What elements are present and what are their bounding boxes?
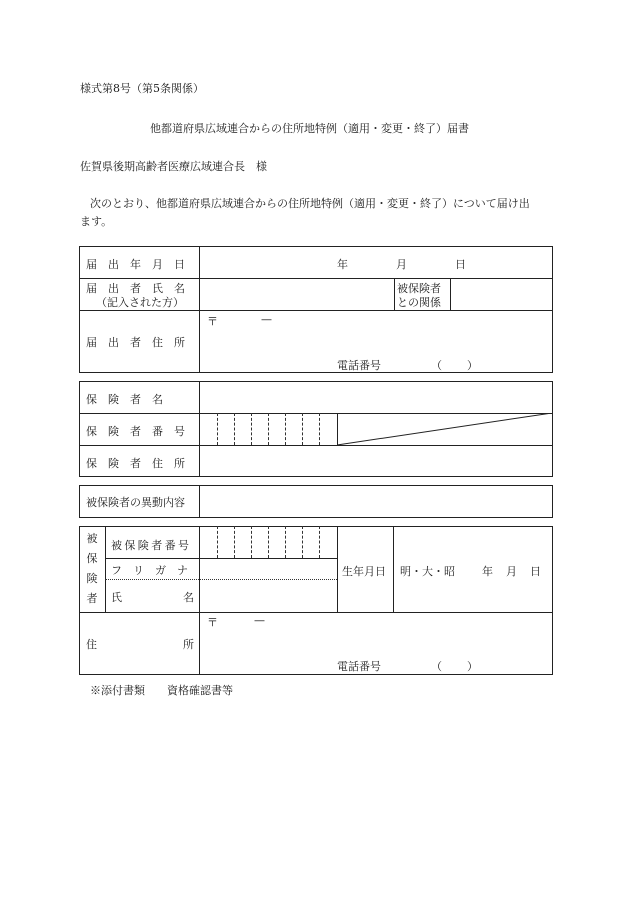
insured-address-label-2: 所 [183, 638, 194, 651]
birth-date-label: 生年月日 [342, 565, 386, 578]
birth-era-options[interactable]: 明・大・昭 [400, 565, 455, 578]
notifier-address-label: 届 出 者 住 所 [86, 336, 185, 349]
notifier-phone-label: 電話番号 [337, 359, 381, 372]
birth-month-label: 月 [506, 565, 517, 578]
intro-text-line1: 次のとおり、他都道府県広域連合からの住所地特例（適用・変更・終了）について届け出 [90, 197, 530, 210]
addressee: 佐賀県後期高齢者医療広域連合長 様 [80, 160, 267, 173]
insurer-number-field[interactable] [201, 415, 335, 443]
notifier-address-field[interactable] [201, 312, 549, 352]
insured-name-label-1: 氏 [111, 591, 122, 604]
notify-month-label: 月 [396, 258, 407, 271]
change-content-field[interactable] [201, 487, 549, 516]
intro-text-line2: ます。 [80, 215, 113, 228]
insured-postal-mark: 〒 [207, 616, 218, 629]
insured-side-char-2: 保 [86, 552, 98, 565]
insured-name-label-2: 名 [183, 591, 194, 604]
insured-side-char-3: 険 [86, 572, 98, 585]
notify-day-label: 日 [455, 258, 466, 271]
insured-number-field[interactable] [201, 528, 335, 556]
birth-year-label: 年 [482, 565, 493, 578]
form-number: 様式第8号（第5条関係） [80, 82, 204, 95]
notifier-postal-mark: 〒 [207, 315, 218, 328]
insured-number-label: 被保険者番号 [111, 539, 192, 552]
notifier-name-label: 届 出 者 氏 名 [86, 282, 185, 295]
insured-phone-open: （ [431, 660, 442, 673]
notify-date-field[interactable] [201, 248, 549, 276]
relation-field[interactable] [452, 280, 550, 308]
insured-address-label-1: 住 [86, 638, 97, 651]
insurer-number-unused-diagonal [337, 413, 553, 446]
insured-side-char-1: 被 [86, 532, 98, 545]
insurer-address-label: 保 険 者 住 所 [86, 457, 185, 470]
notifier-name-sublabel: （記入された方） [96, 296, 184, 309]
form-title: 他都道府県広域連合からの住所地特例（適用・変更・終了）届書 [150, 122, 469, 135]
attachments-note: ※添付書類 資格確認書等 [90, 684, 233, 697]
relation-label-1: 被保険者 [397, 282, 441, 295]
insured-name-field[interactable] [201, 581, 335, 610]
insurer-name-label: 保 険 者 名 [86, 393, 163, 406]
birth-day-label: 日 [530, 565, 541, 578]
notifier-postal-dash: — [261, 313, 272, 326]
furigana-label: フ リ ガ ナ [111, 564, 188, 577]
insured-phone-label: 電話番号 [337, 660, 381, 673]
insured-phone-close: ） [467, 660, 478, 673]
relation-label-2: との関係 [397, 296, 441, 309]
furigana-field[interactable] [201, 560, 335, 578]
notify-date-label: 届 出 年 月 日 [86, 258, 185, 271]
notifier-phone-open: （ [431, 359, 442, 372]
notifier-phone-close: ） [467, 359, 478, 372]
notify-year-label: 年 [337, 258, 348, 271]
notifier-name-field[interactable] [201, 280, 392, 308]
insurer-number-label: 保 険 者 番 号 [86, 425, 185, 438]
insured-side-char-4: 者 [86, 592, 98, 605]
insurer-name-field[interactable] [201, 383, 549, 411]
insurer-address-field[interactable] [201, 447, 549, 475]
change-content-label: 被保険者の異動内容 [86, 496, 185, 509]
insured-postal-dash: — [254, 614, 265, 627]
insured-address-field[interactable] [201, 614, 549, 654]
